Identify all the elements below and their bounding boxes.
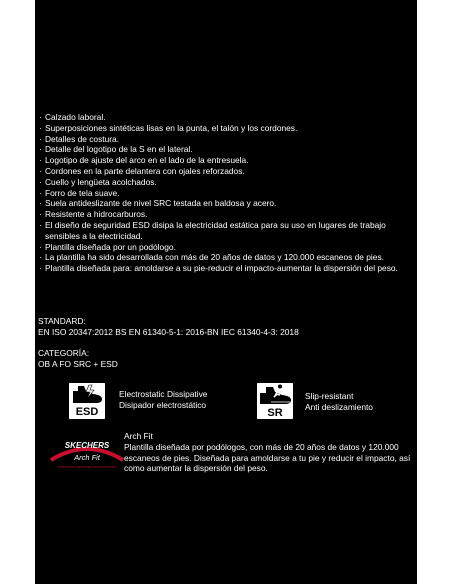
feature-item: · Suela antideslizante de nivel SRC testada en baldosa y acero. — [38, 198, 414, 209]
sr-line-en: Slip-resistant — [305, 391, 354, 401]
feature-list — [38, 112, 414, 274]
standard-section — [38, 316, 299, 338]
sr-description — [305, 391, 373, 413]
sr-line-es: Anti deslizamiento — [305, 401, 373, 412]
standard-value: EN ISO 20347:2012 BS EN 61340-5-1: 2016-BN IEC 61340-4-3: 2018 — [38, 326, 299, 337]
category-value: OB A FO SRC + ESD — [38, 358, 118, 369]
feature-item: · El diseño de seguridad ESD disipa la electricidad estática para su uso en lugares de trabajo sensibles a la electricidad. — [38, 220, 414, 242]
category-label: CATEGORÍA: — [38, 348, 90, 358]
feature-item: · Detalle del logotipo de la S en el lateral. — [38, 144, 414, 155]
category-section — [38, 348, 118, 370]
feature-item: · Superposiciones sintéticas lisas en la punta, el talón y los cordones. — [38, 123, 414, 134]
esd-icon — [67, 381, 107, 421]
feature-item: · Logotipo de ajuste del arco en el lado de la entresuela. — [38, 155, 414, 166]
esd-line-en: Electrostatic Dissipative — [119, 389, 208, 399]
feature-item: · Plantilla diseñada por un podólogo. — [38, 242, 414, 253]
archfit-logo-brand: SKECHERS — [64, 441, 110, 450]
archfit-logo-tagline: PODIATRIST CERTIFIED ARCH SUPPORT — [57, 465, 117, 469]
esd-description — [119, 389, 207, 411]
slip-resistant-icon — [255, 381, 295, 421]
archfit-logo-name: Arch Fit — [74, 453, 100, 462]
esd-line-es: Disipador electrostático — [119, 399, 207, 410]
feature-item: · Cuello y lengüeta acolchados. — [38, 177, 414, 188]
feature-item: · La plantilla ha sido desarrollada con más de 20 años de datos y 120.000 escaneos de pies. — [38, 252, 414, 263]
archfit-logo-icon — [49, 434, 125, 474]
feature-item: · Calzado laboral. — [38, 112, 414, 123]
feature-item: · Forro de tela suave. — [38, 188, 414, 199]
product-details-panel — [35, 0, 417, 584]
feature-item: · Plantilla diseñada para: amoldarse a su pie-reducir el impacto-aumentar la dispersión del peso. — [38, 263, 414, 274]
feature-item: · Detalles de costura. — [38, 134, 414, 145]
esd-icon-text: ESD — [75, 406, 99, 418]
sr-icon-text: SR — [267, 407, 283, 419]
feature-item: · Cordones en la parte delantera con ojales reforzados. — [38, 166, 414, 177]
archfit-description: Plantilla diseñada por podólogos, con más de 20 años de datos y 120.000 escaneos de pies. Diseñada para amoldarse a tu pie y reducir el impacto, así como aumentar la dispersión del peso. — [124, 441, 411, 474]
archfit-title: Arch Fit — [124, 431, 153, 441]
feature-item: · Resistente a hidrocarburos. — [38, 209, 414, 220]
standard-label: STANDARD: — [38, 316, 86, 326]
archfit-section — [124, 431, 414, 474]
